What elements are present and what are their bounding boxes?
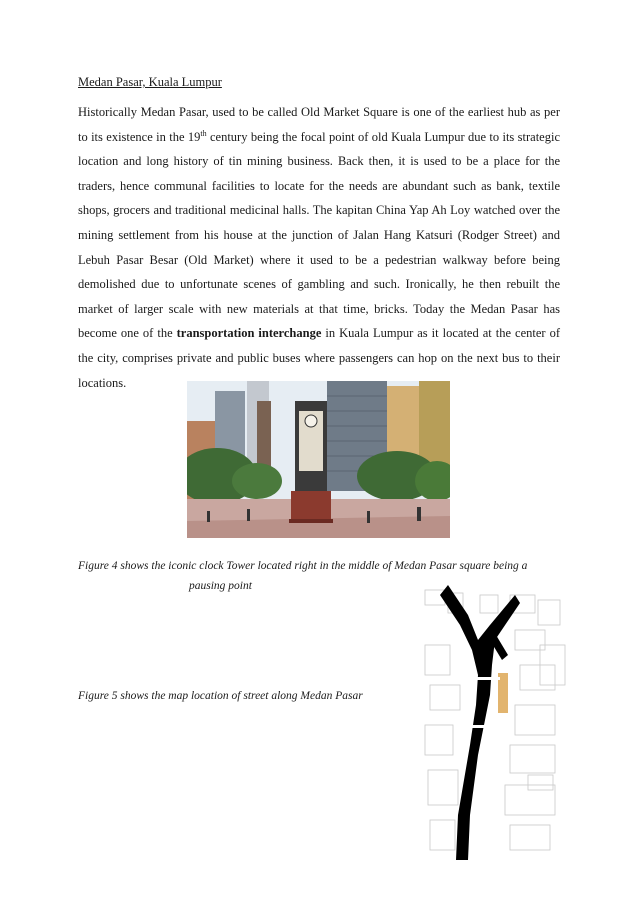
street-map	[420, 585, 570, 860]
figure-5-caption: Figure 5 shows the map location of street along Medan Pasar	[78, 690, 363, 702]
section-heading: Medan Pasar, Kuala Lumpur	[78, 75, 222, 89]
figure-4-caption: Figure 4 shows the iconic clock Tower located right in the middle of Medan Pasar square being a pausing point	[78, 560, 528, 592]
ordinal-superscript: th	[200, 128, 207, 138]
bold-term: transportation interchange	[176, 326, 322, 341]
clock-tower-photo	[187, 381, 450, 538]
body-paragraph: Historically Medan Pasar, used to be called Old Market Square is one of the earliest hub as per to its existence in the 19th century being the focal point of old Kuala Lumpur due to its strategic location and long history of tin mining business. Back then, it is used to be a place for the traders, hence communal facilities to locate for the needs are abundant such as bank, textile shops, grocers and traditional medicinal halls. The kapitan China Yap Ah Loy watched over the mining settlement from his house at the junction of Jalan Hang Katsuri (Rodger Street) and Lebuh Pasar Besar (Old Market) where it used to be a pedestrian walkway before being demolished due to unfortunate scenes of gambling and such. Ironically, he then rebuilt the market of larger scale with new materials at that time, bricks. Today the Medan Pasar has become one of the transportation interchange in Kuala Lumpur as it located at the center of the city, comprises private and public buses where passengers can hop on the next bus to their locations.	[78, 105, 560, 390]
